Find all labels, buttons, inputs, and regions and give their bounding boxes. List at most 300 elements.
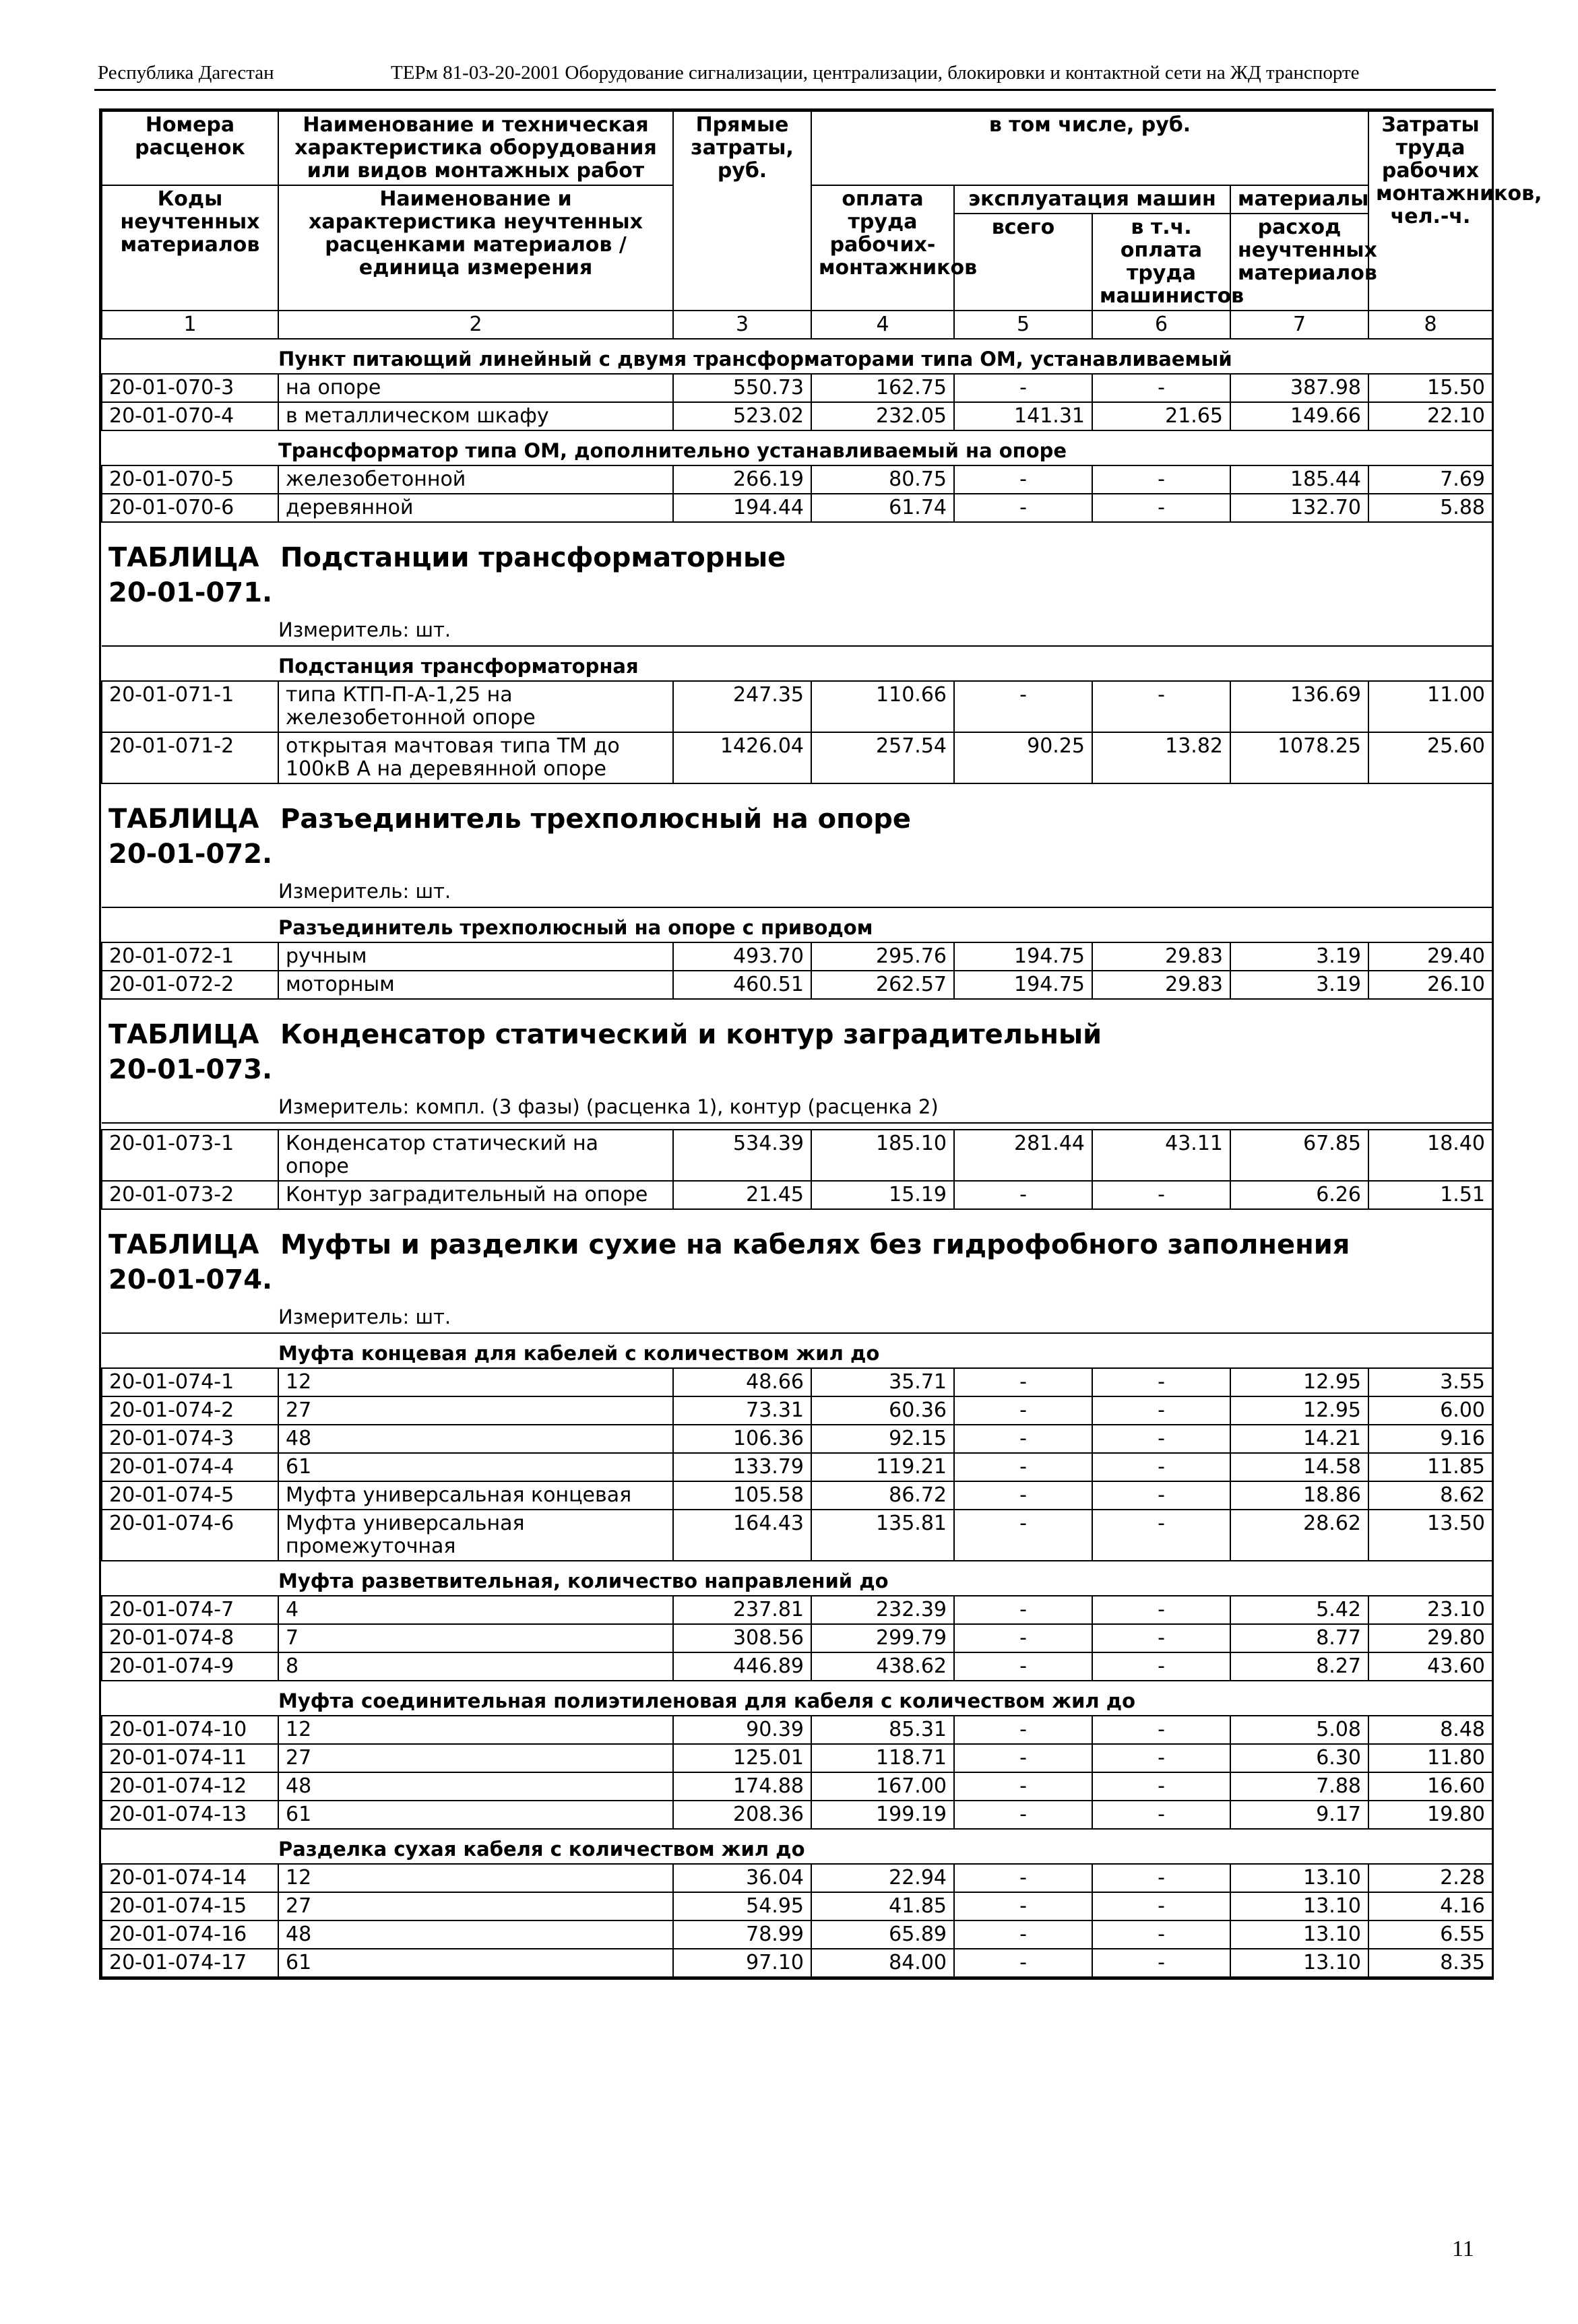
- hdr-direct-costs: Прямые затраты, руб.: [673, 111, 811, 311]
- group-title: Пункт питающий линейный с двумя трансформаторами типа ОМ, устанавливаемый: [102, 339, 1492, 374]
- materials-cost: 14.58: [1230, 1453, 1368, 1481]
- materials-cost: 149.66: [1230, 402, 1368, 430]
- hdr-machine-exploitation: эксплуатация машин: [954, 185, 1230, 214]
- machine-total: -: [954, 1801, 1092, 1829]
- direct-costs: 36.04: [673, 1864, 811, 1892]
- machinist-pay: -: [1092, 681, 1230, 732]
- worker-pay: 61.74: [811, 494, 954, 522]
- rate-name: Муфта универсальная концевая: [278, 1481, 673, 1510]
- measure-unit: Измеритель: шт.: [102, 614, 1492, 646]
- materials-cost: 13.10: [1230, 1920, 1368, 1949]
- table-row: [102, 1864, 1492, 1892]
- machinist-pay: -: [1092, 374, 1230, 402]
- direct-costs: 493.70: [673, 942, 811, 971]
- worker-pay: 92.15: [811, 1425, 954, 1453]
- worker-pay: 110.66: [811, 681, 954, 732]
- machine-total: -: [954, 1772, 1092, 1801]
- rate-code: 20-01-074-1: [102, 1368, 278, 1396]
- labor-hours: 4.16: [1368, 1892, 1492, 1920]
- worker-pay: 119.21: [811, 1453, 954, 1481]
- direct-costs: 125.01: [673, 1744, 811, 1772]
- machine-total: -: [954, 1892, 1092, 1920]
- group-title: Трансформатор типа ОМ, дополнительно устанавливаемый на опоре: [102, 430, 1492, 465]
- machinist-pay: -: [1092, 1481, 1230, 1510]
- rate-code: 20-01-074-11: [102, 1744, 278, 1772]
- rate-code: 20-01-072-1: [102, 942, 278, 971]
- direct-costs: 247.35: [673, 681, 811, 732]
- machinist-pay: -: [1092, 1510, 1230, 1561]
- rate-code: 20-01-074-2: [102, 1396, 278, 1425]
- machinist-pay: -: [1092, 1920, 1230, 1949]
- rate-code: 20-01-074-9: [102, 1652, 278, 1681]
- table-title-row: [102, 1209, 1492, 1301]
- materials-cost: 3.19: [1230, 942, 1368, 971]
- worker-pay: 118.71: [811, 1744, 954, 1772]
- worker-pay: 295.76: [811, 942, 954, 971]
- machine-total: 141.31: [954, 402, 1092, 430]
- hdr-unaccounted-materials: расход неучтенных материалов: [1230, 214, 1368, 311]
- machine-total: -: [954, 1396, 1092, 1425]
- table-title: Конденсатор статический и контур заградительный: [280, 1019, 1102, 1050]
- table-number: ТАБЛИЦА 20-01-072.: [108, 804, 273, 870]
- machinist-pay: -: [1092, 1864, 1230, 1892]
- machinist-pay: -: [1092, 1892, 1230, 1920]
- machinist-pay: -: [1092, 1652, 1230, 1681]
- labor-hours: 16.60: [1368, 1772, 1492, 1801]
- header-region: Республика Дагестан: [98, 62, 274, 84]
- materials-cost: 9.17: [1230, 1801, 1368, 1829]
- machine-total: -: [954, 494, 1092, 522]
- labor-hours: 25.60: [1368, 732, 1492, 783]
- rate-code: 20-01-074-12: [102, 1772, 278, 1801]
- labor-hours: 15.50: [1368, 374, 1492, 402]
- machinist-pay: -: [1092, 1716, 1230, 1744]
- rate-name: 27: [278, 1892, 673, 1920]
- rate-code: 20-01-074-15: [102, 1892, 278, 1920]
- column-number-row: [102, 311, 1492, 339]
- machine-total: -: [954, 1624, 1092, 1652]
- hdr-name-top: Наименование и техническая характеристика оборудования или видов монтажных работ: [278, 111, 673, 185]
- hdr-worker-pay: оплата труда рабочих-монтажников: [811, 185, 954, 311]
- materials-cost: 7.88: [1230, 1772, 1368, 1801]
- rate-name: деревянной: [278, 494, 673, 522]
- machinist-pay: -: [1092, 465, 1230, 494]
- materials-cost: 13.10: [1230, 1864, 1368, 1892]
- worker-pay: 262.57: [811, 971, 954, 999]
- rate-code: 20-01-074-13: [102, 1801, 278, 1829]
- direct-costs: 523.02: [673, 402, 811, 430]
- rate-name: 12: [278, 1864, 673, 1892]
- rate-code: 20-01-073-1: [102, 1130, 278, 1181]
- machine-total: -: [954, 1453, 1092, 1481]
- table-row: [102, 1510, 1492, 1561]
- materials-cost: 185.44: [1230, 465, 1368, 494]
- rate-name: в металлическом шкафу: [278, 402, 673, 430]
- labor-hours: 9.16: [1368, 1425, 1492, 1453]
- materials-cost: 28.62: [1230, 1510, 1368, 1561]
- table-heading: [108, 1227, 1486, 1297]
- hdr-labor-hours: Затраты труда рабочих монтажников, чел.-ч.: [1368, 111, 1492, 311]
- labor-hours: 2.28: [1368, 1864, 1492, 1892]
- worker-pay: 84.00: [811, 1949, 954, 1977]
- rate-name: 61: [278, 1453, 673, 1481]
- table-title: Муфты и разделки сухие на кабелях без гидрофобного заполнения: [280, 1229, 1350, 1260]
- materials-cost: 5.42: [1230, 1596, 1368, 1624]
- group-title: Разделка сухая кабеля с количеством жил до: [102, 1829, 1492, 1864]
- worker-pay: 199.19: [811, 1801, 954, 1829]
- hdr-machinist-pay: в т.ч. оплата труда машинистов: [1092, 214, 1230, 311]
- table-row: [102, 942, 1492, 971]
- direct-costs: 21.45: [673, 1181, 811, 1209]
- rate-code: 20-01-074-5: [102, 1481, 278, 1510]
- table-row: [102, 1396, 1492, 1425]
- measure-unit: Измеритель: шт.: [102, 1301, 1492, 1333]
- direct-costs: 550.73: [673, 374, 811, 402]
- machinist-pay: -: [1092, 1801, 1230, 1829]
- machine-total: -: [954, 1510, 1092, 1561]
- labor-hours: 7.69: [1368, 465, 1492, 494]
- group-title-row: [102, 339, 1492, 374]
- rate-code: 20-01-074-7: [102, 1596, 278, 1624]
- group-title-row: [102, 430, 1492, 465]
- col-number: 8: [1368, 311, 1492, 339]
- worker-pay: 41.85: [811, 1892, 954, 1920]
- rate-name: 8: [278, 1652, 673, 1681]
- rate-code: 20-01-074-4: [102, 1453, 278, 1481]
- measure-row: [102, 876, 1492, 907]
- worker-pay: 65.89: [811, 1920, 954, 1949]
- direct-costs: 133.79: [673, 1453, 811, 1481]
- hdr-machine-total: всего: [954, 214, 1092, 311]
- rate-name: типа КТП-П-А-1,25 на железобетонной опоре: [278, 681, 673, 732]
- rate-name: 61: [278, 1801, 673, 1829]
- rate-name: 48: [278, 1425, 673, 1453]
- rate-code: 20-01-074-6: [102, 1510, 278, 1561]
- col-number: 5: [954, 311, 1092, 339]
- group-title: Муфта концевая для кабелей с количеством жил до: [102, 1333, 1492, 1368]
- measure-unit: Измеритель: шт.: [102, 876, 1492, 907]
- group-title-row: [102, 1333, 1492, 1368]
- header-title: ТЕРм 81-03-20-2001 Оборудование сигнализации, централизации, блокировки и контактной сети на ЖД транспорте: [391, 62, 1360, 84]
- rate-code: 20-01-074-14: [102, 1864, 278, 1892]
- group-title-row: [102, 1829, 1492, 1864]
- measure-row: [102, 1301, 1492, 1333]
- rate-name: 61: [278, 1949, 673, 1977]
- labor-hours: 23.10: [1368, 1596, 1492, 1624]
- labor-hours: 11.85: [1368, 1453, 1492, 1481]
- machine-total: 194.75: [954, 971, 1092, 999]
- rate-name: на опоре: [278, 374, 673, 402]
- table-title-row: [102, 783, 1492, 876]
- machine-total: -: [954, 1864, 1092, 1892]
- table-row: [102, 1716, 1492, 1744]
- direct-costs: 208.36: [673, 1801, 811, 1829]
- hdr-codes-top: Номера расценок: [102, 111, 278, 185]
- page-header: [94, 62, 1496, 91]
- rates-table: [101, 110, 1542, 1978]
- group-title: Муфта соединительная полиэтиленовая для кабеля с количеством жил до: [102, 1681, 1492, 1716]
- machinist-pay: 21.65: [1092, 402, 1230, 430]
- worker-pay: 35.71: [811, 1368, 954, 1396]
- rate-code: 20-01-072-2: [102, 971, 278, 999]
- col-number: 3: [673, 311, 811, 339]
- table-row: [102, 1744, 1492, 1772]
- table-row: [102, 1368, 1492, 1396]
- measure-unit: Измеритель: компл. (3 фазы) (расценка 1), контур (расценка 2): [102, 1091, 1492, 1123]
- materials-cost: 12.95: [1230, 1396, 1368, 1425]
- direct-costs: 460.51: [673, 971, 811, 999]
- direct-costs: 534.39: [673, 1130, 811, 1181]
- table-row: [102, 402, 1492, 430]
- labor-hours: 11.00: [1368, 681, 1492, 732]
- table-number: ТАБЛИЦА 20-01-074.: [108, 1229, 273, 1295]
- table-heading: [108, 1017, 1486, 1087]
- group-title: Подстанция трансформаторная: [102, 646, 1492, 681]
- table-number: ТАБЛИЦА 20-01-071.: [108, 542, 273, 608]
- rate-name: моторным: [278, 971, 673, 999]
- machinist-pay: 43.11: [1092, 1130, 1230, 1181]
- rate-name: 12: [278, 1716, 673, 1744]
- machinist-pay: -: [1092, 1772, 1230, 1801]
- worker-pay: 85.31: [811, 1716, 954, 1744]
- rate-name: железобетонной: [278, 465, 673, 494]
- col-number: 6: [1092, 311, 1230, 339]
- table-row: [102, 1801, 1492, 1829]
- machine-total: -: [954, 1181, 1092, 1209]
- worker-pay: 22.94: [811, 1864, 954, 1892]
- labor-hours: 6.55: [1368, 1920, 1492, 1949]
- machinist-pay: -: [1092, 1949, 1230, 1977]
- labor-hours: 8.35: [1368, 1949, 1492, 1977]
- table-row: [102, 465, 1492, 494]
- direct-costs: 446.89: [673, 1652, 811, 1681]
- hdr-materials: материалы: [1230, 185, 1368, 214]
- measure-row: [102, 1091, 1492, 1123]
- worker-pay: 15.19: [811, 1181, 954, 1209]
- table-row: [102, 1652, 1492, 1681]
- table-row: [102, 1453, 1492, 1481]
- rate-code: 20-01-074-3: [102, 1425, 278, 1453]
- col-number: 7: [1230, 311, 1368, 339]
- materials-cost: 136.69: [1230, 681, 1368, 732]
- rate-name: 7: [278, 1624, 673, 1652]
- worker-pay: 438.62: [811, 1652, 954, 1681]
- materials-cost: 387.98: [1230, 374, 1368, 402]
- table-row: [102, 1772, 1492, 1801]
- rate-code: 20-01-074-16: [102, 1920, 278, 1949]
- materials-cost: 8.77: [1230, 1624, 1368, 1652]
- col-number: 4: [811, 311, 954, 339]
- machinist-pay: 29.83: [1092, 942, 1230, 971]
- table-row: [102, 1596, 1492, 1624]
- rate-code: 20-01-070-5: [102, 465, 278, 494]
- rate-name: 27: [278, 1744, 673, 1772]
- measure-row: [102, 614, 1492, 646]
- rate-name: 48: [278, 1920, 673, 1949]
- hdr-name-bottom: Наименование и характеристика неучтенных расценками материалов / единица измерения: [278, 185, 673, 311]
- labor-hours: 5.88: [1368, 494, 1492, 522]
- materials-cost: 1078.25: [1230, 732, 1368, 783]
- machine-total: -: [954, 1920, 1092, 1949]
- materials-cost: 67.85: [1230, 1130, 1368, 1181]
- labor-hours: 8.62: [1368, 1481, 1492, 1510]
- rate-code: 20-01-070-4: [102, 402, 278, 430]
- materials-cost: 132.70: [1230, 494, 1368, 522]
- table-row: [102, 732, 1492, 783]
- machine-total: -: [954, 1368, 1092, 1396]
- worker-pay: 257.54: [811, 732, 954, 783]
- worker-pay: 162.75: [811, 374, 954, 402]
- rate-name: 27: [278, 1396, 673, 1425]
- machine-total: 194.75: [954, 942, 1092, 971]
- materials-cost: 13.10: [1230, 1949, 1368, 1977]
- labor-hours: 13.50: [1368, 1510, 1492, 1561]
- rate-code: 20-01-070-6: [102, 494, 278, 522]
- group-title-row: [102, 907, 1492, 942]
- rate-code: 20-01-070-3: [102, 374, 278, 402]
- direct-costs: 54.95: [673, 1892, 811, 1920]
- labor-hours: 22.10: [1368, 402, 1492, 430]
- labor-hours: 29.40: [1368, 942, 1492, 971]
- rate-code: 20-01-074-17: [102, 1949, 278, 1977]
- labor-hours: 3.55: [1368, 1368, 1492, 1396]
- table-row: [102, 681, 1492, 732]
- machine-total: -: [954, 1652, 1092, 1681]
- direct-costs: 105.58: [673, 1481, 811, 1510]
- worker-pay: 185.10: [811, 1130, 954, 1181]
- materials-cost: 18.86: [1230, 1481, 1368, 1510]
- machine-total: -: [954, 1716, 1092, 1744]
- direct-costs: 97.10: [673, 1949, 811, 1977]
- rate-name: 48: [278, 1772, 673, 1801]
- direct-costs: 237.81: [673, 1596, 811, 1624]
- materials-cost: 6.30: [1230, 1744, 1368, 1772]
- direct-costs: 194.44: [673, 494, 811, 522]
- table-heading: [108, 540, 1486, 610]
- labor-hours: 6.00: [1368, 1396, 1492, 1425]
- machinist-pay: -: [1092, 1181, 1230, 1209]
- direct-costs: 73.31: [673, 1396, 811, 1425]
- machinist-pay: -: [1092, 1396, 1230, 1425]
- worker-pay: 167.00: [811, 1772, 954, 1801]
- table-row: [102, 1892, 1492, 1920]
- table-row: [102, 971, 1492, 999]
- col-number: 2: [278, 311, 673, 339]
- direct-costs: 174.88: [673, 1772, 811, 1801]
- materials-cost: 5.08: [1230, 1716, 1368, 1744]
- labor-hours: 26.10: [1368, 971, 1492, 999]
- hdr-codes-bottom: Коды неучтенных материалов: [102, 185, 278, 311]
- machine-total: -: [954, 1425, 1092, 1453]
- materials-cost: 12.95: [1230, 1368, 1368, 1396]
- rates-table-container: [99, 108, 1542, 1980]
- machine-total: -: [954, 1481, 1092, 1510]
- table-number: ТАБЛИЦА 20-01-073.: [108, 1019, 273, 1085]
- table-title-row: [102, 522, 1492, 614]
- table-title-row: [102, 999, 1492, 1091]
- labor-hours: 18.40: [1368, 1130, 1492, 1181]
- rate-name: Конденсатор статический на опоре: [278, 1130, 673, 1181]
- table-row: [102, 1920, 1492, 1949]
- worker-pay: 86.72: [811, 1481, 954, 1510]
- machinist-pay: 29.83: [1092, 971, 1230, 999]
- labor-hours: 11.80: [1368, 1744, 1492, 1772]
- materials-cost: 14.21: [1230, 1425, 1368, 1453]
- machinist-pay: -: [1092, 1453, 1230, 1481]
- table-row: [102, 1624, 1492, 1652]
- machine-total: -: [954, 1744, 1092, 1772]
- table-title: Разъединитель трехполюсный на опоре: [280, 804, 911, 835]
- col-number: 1: [102, 311, 278, 339]
- worker-pay: 299.79: [811, 1624, 954, 1652]
- rate-name: ручным: [278, 942, 673, 971]
- machine-total: 281.44: [954, 1130, 1092, 1181]
- machine-total: -: [954, 1596, 1092, 1624]
- direct-costs: 266.19: [673, 465, 811, 494]
- labor-hours: 19.80: [1368, 1801, 1492, 1829]
- machine-total: 90.25: [954, 732, 1092, 783]
- labor-hours: 8.48: [1368, 1716, 1492, 1744]
- table-row: [102, 1949, 1492, 1977]
- table-row: [102, 1130, 1492, 1181]
- labor-hours: 1.51: [1368, 1181, 1492, 1209]
- rate-code: 20-01-071-2: [102, 732, 278, 783]
- machinist-pay: -: [1092, 1368, 1230, 1396]
- group-spacer: [102, 1123, 1492, 1130]
- machinist-pay: -: [1092, 1624, 1230, 1652]
- table-row: [102, 1481, 1492, 1510]
- table-row: [102, 494, 1492, 522]
- rate-code: 20-01-071-1: [102, 681, 278, 732]
- group-title-row: [102, 1681, 1492, 1716]
- materials-cost: 8.27: [1230, 1652, 1368, 1681]
- rate-code: 20-01-073-2: [102, 1181, 278, 1209]
- machine-total: -: [954, 681, 1092, 732]
- header-row-1: [102, 111, 1492, 185]
- rate-code: 20-01-074-8: [102, 1624, 278, 1652]
- group-title-row: [102, 646, 1492, 681]
- machinist-pay: -: [1092, 1744, 1230, 1772]
- direct-costs: 48.66: [673, 1368, 811, 1396]
- worker-pay: 80.75: [811, 465, 954, 494]
- machine-total: -: [954, 374, 1092, 402]
- worker-pay: 60.36: [811, 1396, 954, 1425]
- group-title-row: [102, 1561, 1492, 1596]
- worker-pay: 232.05: [811, 402, 954, 430]
- rate-name: 4: [278, 1596, 673, 1624]
- rate-name: Контур заградительный на опоре: [278, 1181, 673, 1209]
- worker-pay: 135.81: [811, 1510, 954, 1561]
- machine-total: -: [954, 1949, 1092, 1977]
- page-number: 11: [1452, 2236, 1474, 2261]
- materials-cost: 13.10: [1230, 1892, 1368, 1920]
- labor-hours: 43.60: [1368, 1652, 1492, 1681]
- direct-costs: 78.99: [673, 1920, 811, 1949]
- direct-costs: 308.56: [673, 1624, 811, 1652]
- direct-costs: 90.39: [673, 1716, 811, 1744]
- hdr-including: в том числе, руб.: [811, 111, 1368, 185]
- worker-pay: 232.39: [811, 1596, 954, 1624]
- direct-costs: 164.43: [673, 1510, 811, 1561]
- table-heading: [108, 802, 1486, 872]
- rate-name: Муфта универсальная промежуточная: [278, 1510, 673, 1561]
- group-title: Муфта разветвительная, количество направлений до: [102, 1561, 1492, 1596]
- table-row: [102, 1425, 1492, 1453]
- materials-cost: 6.26: [1230, 1181, 1368, 1209]
- direct-costs: 106.36: [673, 1425, 811, 1453]
- direct-costs: 1426.04: [673, 732, 811, 783]
- rate-name: открытая мачтовая типа ТМ до 100кВ А на деревянной опоре: [278, 732, 673, 783]
